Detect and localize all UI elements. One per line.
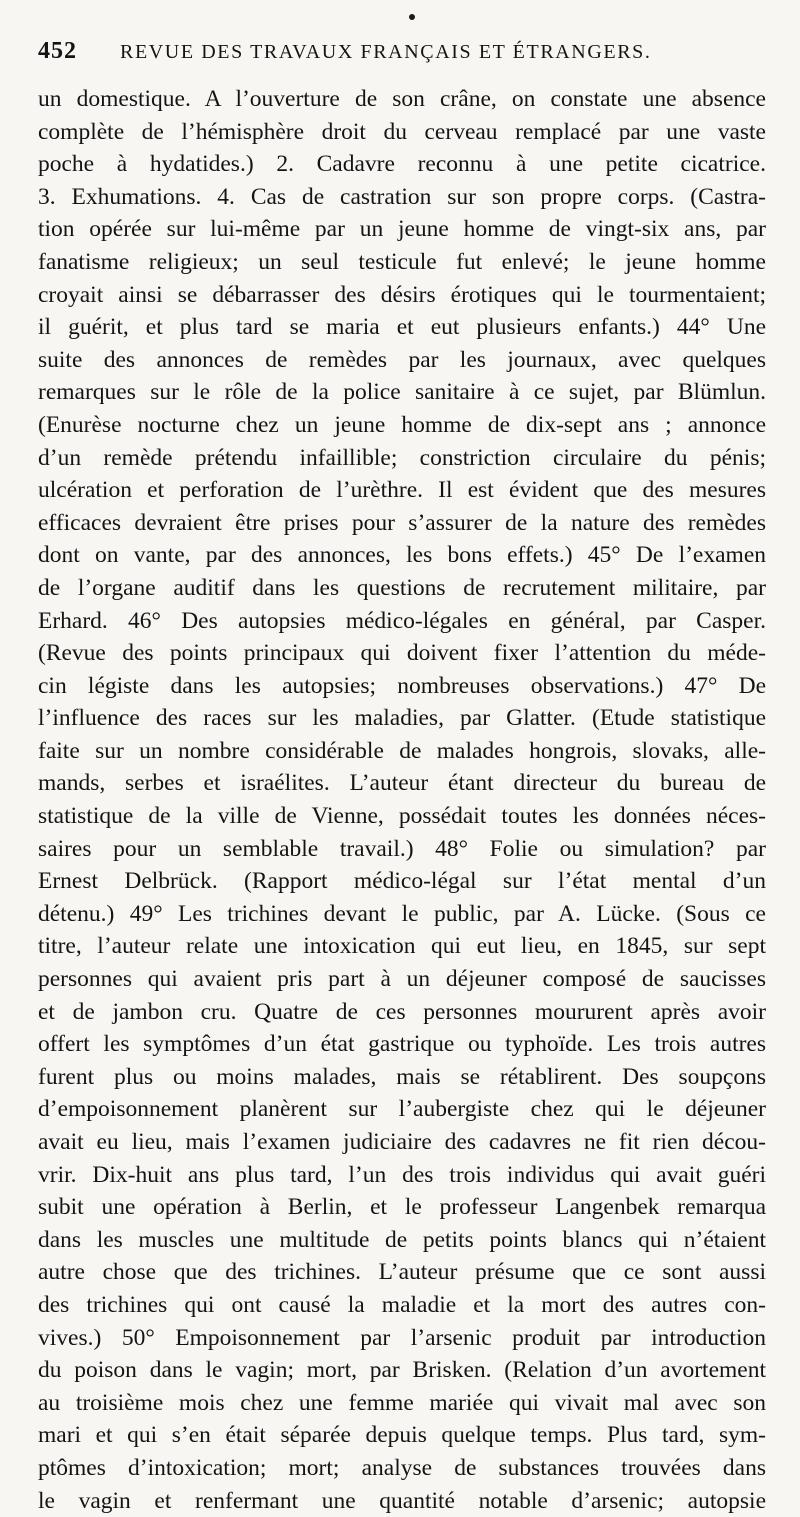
text-line: saires pour un semblable travail.) 48° Folie ou simulation? par <box>38 835 766 862</box>
text-line: mari et qui s’en était séparée depuis quelque temps. Plus tard, sym- <box>38 1422 766 1449</box>
text-line: Erhard. 46° Des autopsies médico-légales en général, par Casper. <box>38 607 766 634</box>
text-line: fanatisme religieux; un seul testicule fut enlevé; le jeune homme <box>38 248 766 275</box>
text-line: furent plus ou moins malades, mais se rétablirent. Des soupçons <box>38 1063 766 1090</box>
text-line: (Revue des points principaux qui doivent fixer l’attention du méde- <box>38 640 766 667</box>
text-line: suite des annonces de remèdes par les journaux, avec quelques <box>38 346 766 373</box>
text-line: du poison dans le vagin; mort, par Brisken. (Relation d’un avortement <box>38 1357 766 1384</box>
text-line: dans les muscles une multitude de petits points blancs qui n’étaient <box>38 1226 766 1253</box>
text-line: personnes qui avaient pris part à un déjeuner composé de saucisses <box>38 966 766 993</box>
text-line: complète de l’hémisphère droit du cerveau remplacé par une vaste <box>38 118 766 145</box>
text-line: cin légiste dans les autopsies; nombreuses observations.) 47° De <box>38 672 766 699</box>
text-line: d’un remède prétendu infaillible; constriction circulaire du pénis; <box>38 444 766 471</box>
ink-dot <box>409 14 415 20</box>
text-line: poche à hydatides.) 2. Cadavre reconnu à une petite cicatrice. <box>38 151 766 178</box>
text-line: faite sur un nombre considérable de malades hongrois, slovaks, alle- <box>38 737 766 764</box>
text-line: ulcération et perforation de l’urèthre. Il est évident que des mesures <box>38 477 766 504</box>
page-header <box>38 38 768 78</box>
text-line: dont on vante, par des annonces, les bons effets.) 45° De l’examen <box>38 542 766 569</box>
running-head: REVUE DES TRAVAUX FRANÇAIS ET ÉTRANGERS. <box>120 41 652 63</box>
text-line: vives.) 50° Empoisonnement par l’arsenic produit par introduction <box>38 1324 766 1351</box>
text-line: subit une opération à Berlin, et le professeur Langenbek remarqua <box>38 1194 766 1221</box>
text-line: au troisième mois chez une femme mariée qui vivait mal avec son <box>38 1389 766 1416</box>
text-line: un domestique. A l’ouverture de son crâne, on constate une absence <box>38 86 766 112</box>
text-line: ptômes d’intoxication; mort; analyse de substances trouvées dans <box>38 1454 766 1481</box>
text-line: détenu.) 49° Les trichines devant le public, par A. Lücke. (Sous ce <box>38 900 766 927</box>
text-line: tion opérée sur lui-même par un jeune homme de vingt-six ans, par <box>38 216 766 243</box>
text-line: d’empoisonnement planèrent sur l’aubergiste chez qui le déjeuner <box>38 1096 766 1123</box>
text-line: vrir. Dix-huit ans plus tard, l’un des trois individus qui avait guéri <box>38 1161 766 1188</box>
text-line: avait eu lieu, mais l’examen judiciaire des cadavres ne fit rien décou- <box>38 1129 766 1155</box>
body-text <box>38 83 766 1517</box>
text-line: le vagin et renfermant une quantité notable d’arsenic; autopsie <box>38 1487 766 1514</box>
text-line: l’influence des races sur les maladies, par Glatter. (Etude statistique <box>38 705 766 732</box>
text-line: de l’organe auditif dans les questions de recrutement militaire, par <box>38 574 766 601</box>
text-line: efficaces devraient être prises pour s’assurer de la nature des remèdes <box>38 509 766 536</box>
text-line: statistique de la ville de Vienne, possédait toutes les données néces- <box>38 803 766 830</box>
text-line: des trichines qui ont causé la maladie et la mort des autres con- <box>38 1291 766 1318</box>
text-line: il guérit, et plus tard se maria et eut plusieurs enfants.) 44° Une <box>38 314 766 341</box>
text-line: offert les symptômes d’un état gastrique ou typhoïde. Les trois autres <box>38 1031 766 1058</box>
text-line: autre chose que des trichines. L’auteur présume que ce sont aussi <box>38 1259 766 1286</box>
text-line: Ernest Delbrück. (Rapport médico-légal sur l’état mental d’un <box>38 868 766 895</box>
text-line: titre, l’auteur relate une intoxication qui eut lieu, en 1845, sur sept <box>38 933 766 960</box>
text-line: et de jambon cru. Quatre de ces personnes moururent après avoir <box>38 998 766 1025</box>
text-line: croyait ainsi se débarrasser des désirs érotiques qui le tourmentaient; <box>38 281 766 308</box>
text-line: mands, serbes et israélites. L’auteur étant directeur du bureau de <box>38 770 766 797</box>
text-line: (Enurèse nocturne chez un jeune homme de dix-sept ans ; annonce <box>38 411 766 438</box>
text-line: 3. Exhumations. 4. Cas de castration sur son propre corps. (Castra- <box>38 183 766 210</box>
text-line: remarques sur le rôle de la police sanitaire à ce sujet, par Blümlun. <box>38 379 766 406</box>
page-number: 452 <box>38 38 77 64</box>
